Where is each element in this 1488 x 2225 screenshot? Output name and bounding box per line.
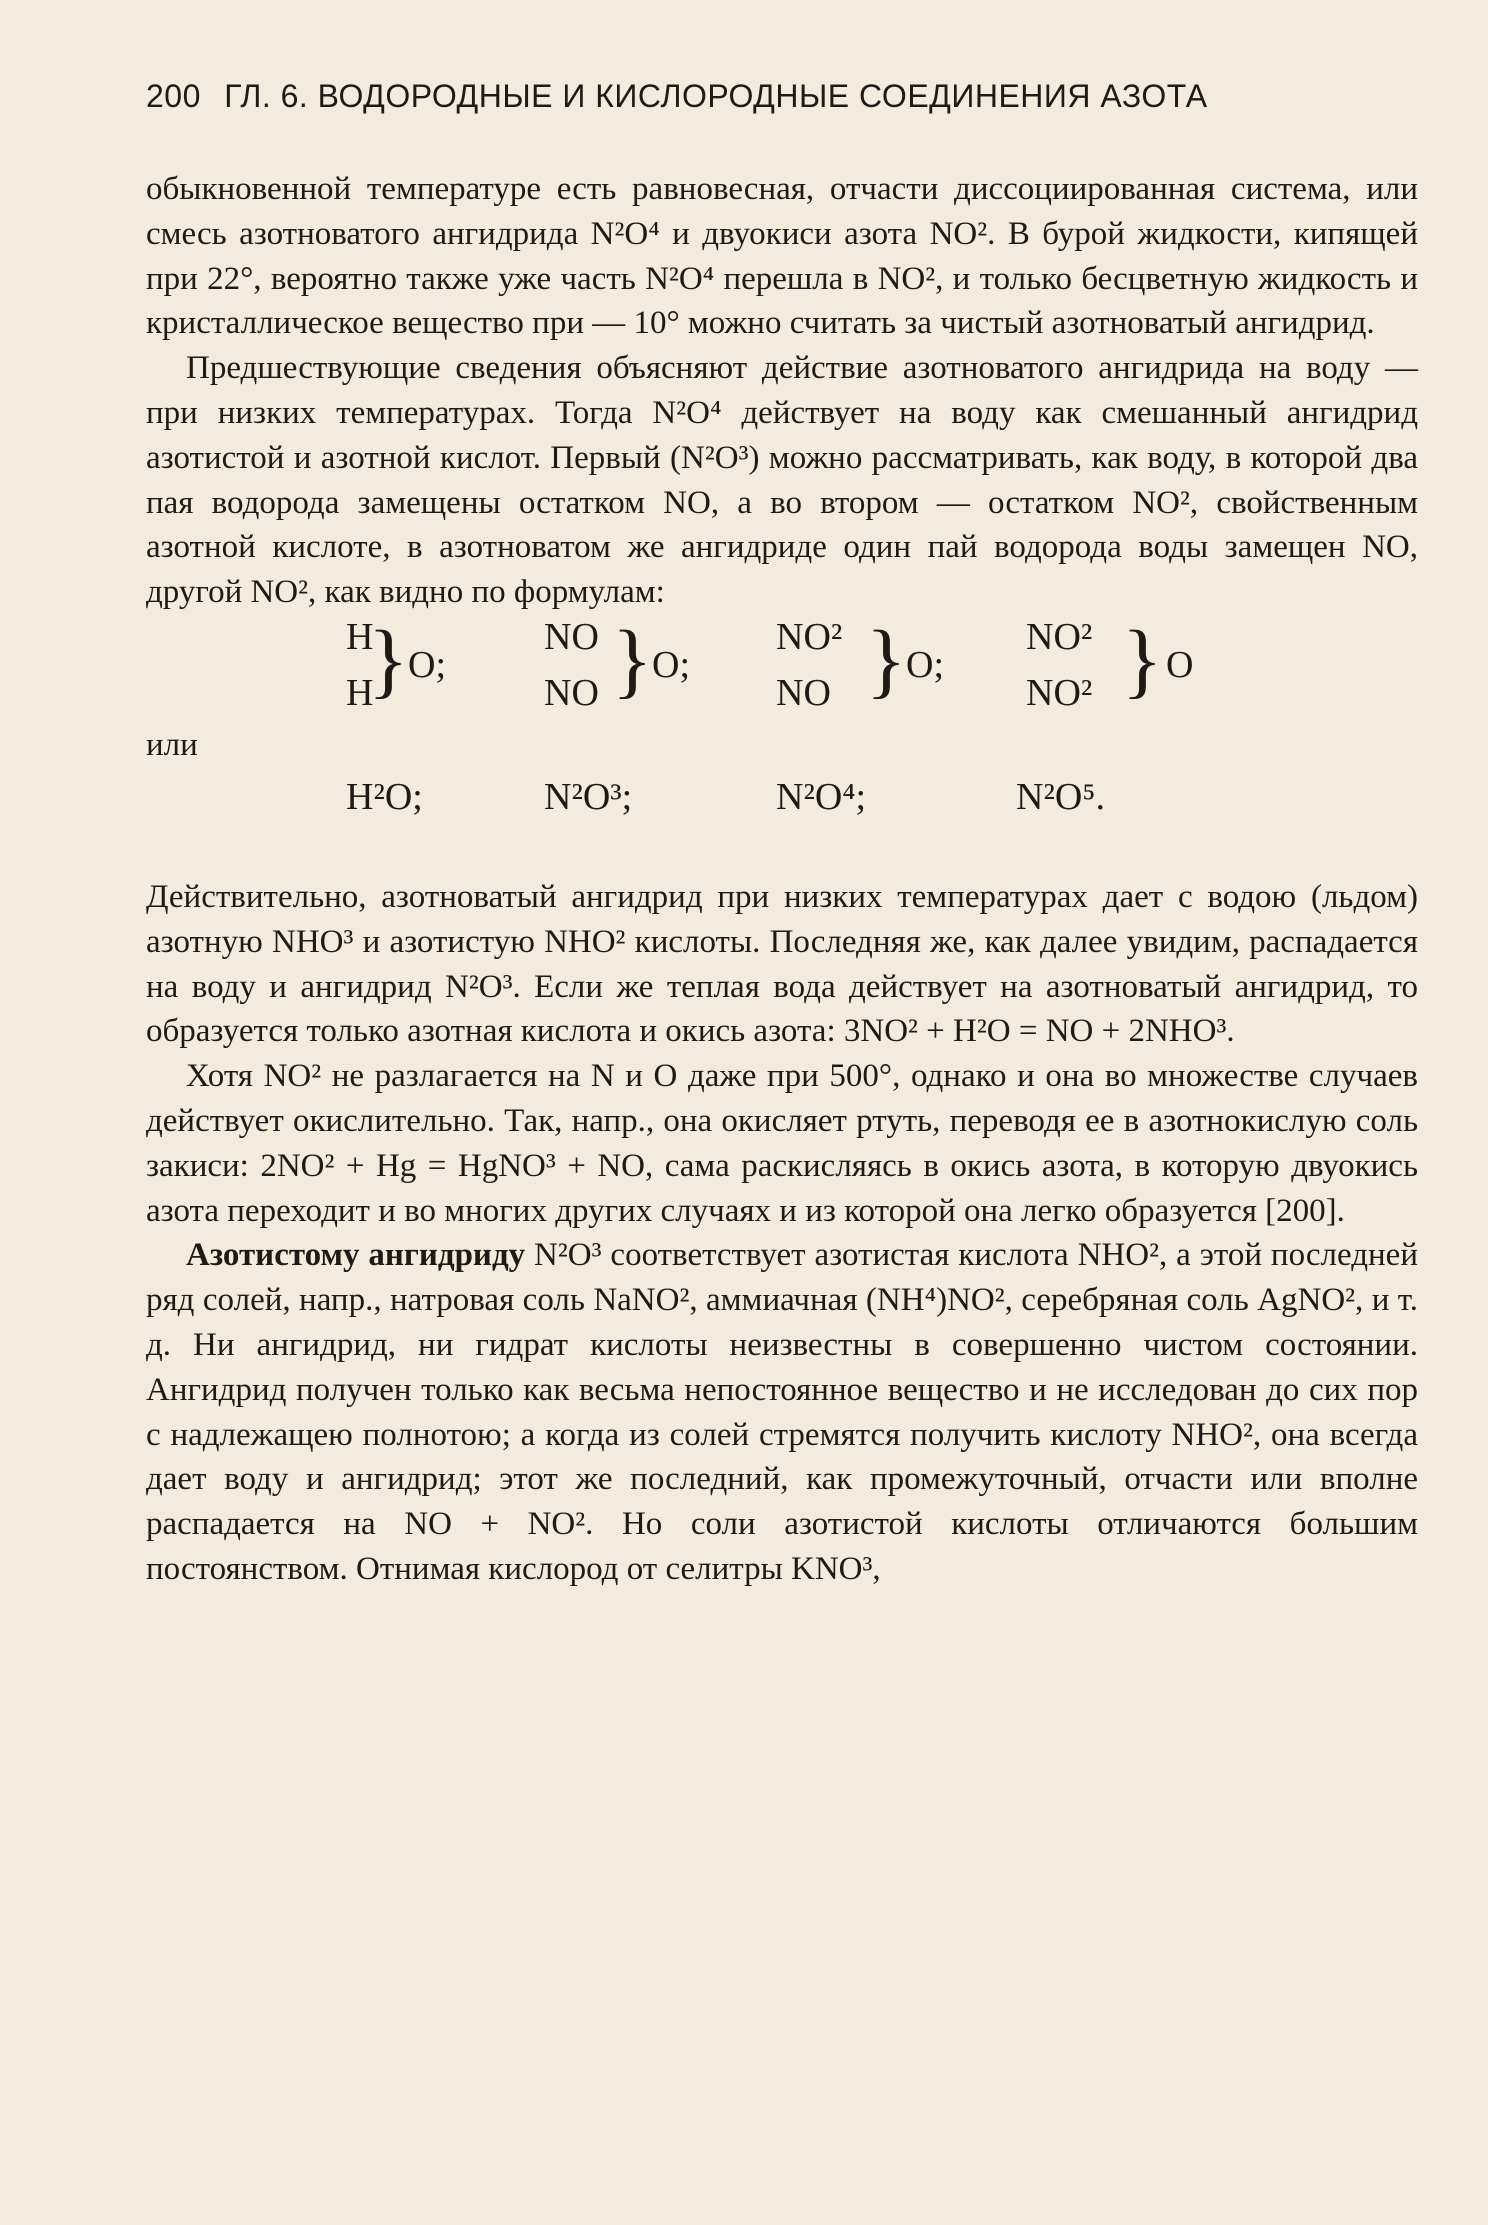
sum-formula-2: N²O³; xyxy=(544,775,633,818)
sum-formula-3: N²O⁴; xyxy=(776,775,867,818)
paragraph-1: обыкновенной температуре есть равновесная, отчасти диссоциированная система, или смесь азотноватого ангидрида N²O⁴ и двуокиси азота NO². В бурой жидкости, кипящей при 22°, вероятно также уже часть N²O⁴ перешла в NO², и только бесцветную жидкость и кристаллическое вещество при — 10° можно считать за чистый азотноватый ангидрид. xyxy=(146,171,1418,342)
formula-2-brace: } xyxy=(612,613,653,707)
formula-1-bottom: H xyxy=(346,671,374,714)
formula-2-right: O; xyxy=(652,643,690,686)
formula-2-bottom: NO xyxy=(544,671,599,714)
sum-formula-1: H²O; xyxy=(346,775,423,818)
running-head xyxy=(146,78,1418,115)
paragraph-5 xyxy=(146,1233,1418,1591)
formula-4-brace: } xyxy=(1122,613,1163,707)
formula-4-right: O xyxy=(1166,643,1194,686)
formula-1-brace: } xyxy=(368,613,409,707)
paragraph-5-text: N²O³ соответствует азотистая кислота NHO², а этой последней ряд солей, напр., натровая соль NaNO², аммиачная (NH⁴)NO², серебряная соль AgNO², и т. д. Ни ангидрид, ни гидрат кислоты неизвестны в совершенно чистом состоянии. Ангидрид получен только как весьма непостоянное вещество и не исследован до сих пор с надлежащею полнотою; а когда из солей стремятся получить кислоту NHO², она всегда дает воду и ангидрид; этот же последний, как промежуточный, отчасти или вполне распадается на NO + NO². Но соли азотистой кислоты отличаются большим постоянством. Отнимая кислород от селитры KNO³, xyxy=(146,1237,1418,1587)
paragraph-3: Действительно, азотноватый ангидрид при низких температурах дает с водою (льдом) азотную NHO³ и азотистую NHO² кислоты. Последняя же, как далее увидим, распадается на воду и ангидрид N²O³. Если же теплая вода действует на азотноватый ангидрид, то образуется только азотная кислота и окись азота: 3NO² + H²O = NO + 2NHO³. xyxy=(146,878,1418,1050)
paragraph-2: Предшествующие сведения объясняют действие азотноватого ангидрида на воду — при низких температурах. Тогда N²O⁴ действует на воду как смешанный ангидрид азотистой и азотной кислот. Первый (N²O³) можно рассматривать, как воду, в которой два пая водорода замещены остатком NO, а во втором — остатком NO², свойственным азотной кислоте, в азотноватом же ангидриде один пай водорода воды замещен NO, другой NO², как видно по формулам: xyxy=(146,350,1418,611)
formula-3-bottom: NO xyxy=(776,671,831,714)
sum-formula-4: N²O⁵. xyxy=(1016,775,1106,818)
formula-4-bottom: NO² xyxy=(1026,671,1093,714)
formula-1-right: O; xyxy=(408,643,446,686)
formula-block xyxy=(146,615,1418,875)
term-nitrous-anhydride: Азотистому ангидриду xyxy=(186,1237,526,1274)
formula-3-right: O; xyxy=(906,643,944,686)
formula-3-top: NO² xyxy=(776,615,843,658)
paragraph-4: Хотя NO² не разлагается на N и O даже при 500°, однако и она во множестве случаев действует окислительно. Так, напр., она окисляет ртуть, переводя ее в азотнокислую соль закиси: 2NO² + Hg = HgNO³ + NO, сама раскисляясь в окись азота, в которую двуокись азота переходит и во многих других случаях и из которой она легко образуется [200]. xyxy=(146,1058,1418,1229)
formula-2-top: NO xyxy=(544,615,599,658)
formula-3-brace: } xyxy=(866,613,907,707)
page-number: 200 xyxy=(146,78,201,114)
chapter-title: ГЛ. 6. ВОДОРОДНЫЕ И КИСЛОРОДНЫЕ СОЕДИНЕНИЯ АЗОТА xyxy=(224,78,1208,114)
or-word: или xyxy=(146,726,198,763)
formula-4-top: NO² xyxy=(1026,615,1093,658)
formula-1-top: H xyxy=(346,615,374,658)
